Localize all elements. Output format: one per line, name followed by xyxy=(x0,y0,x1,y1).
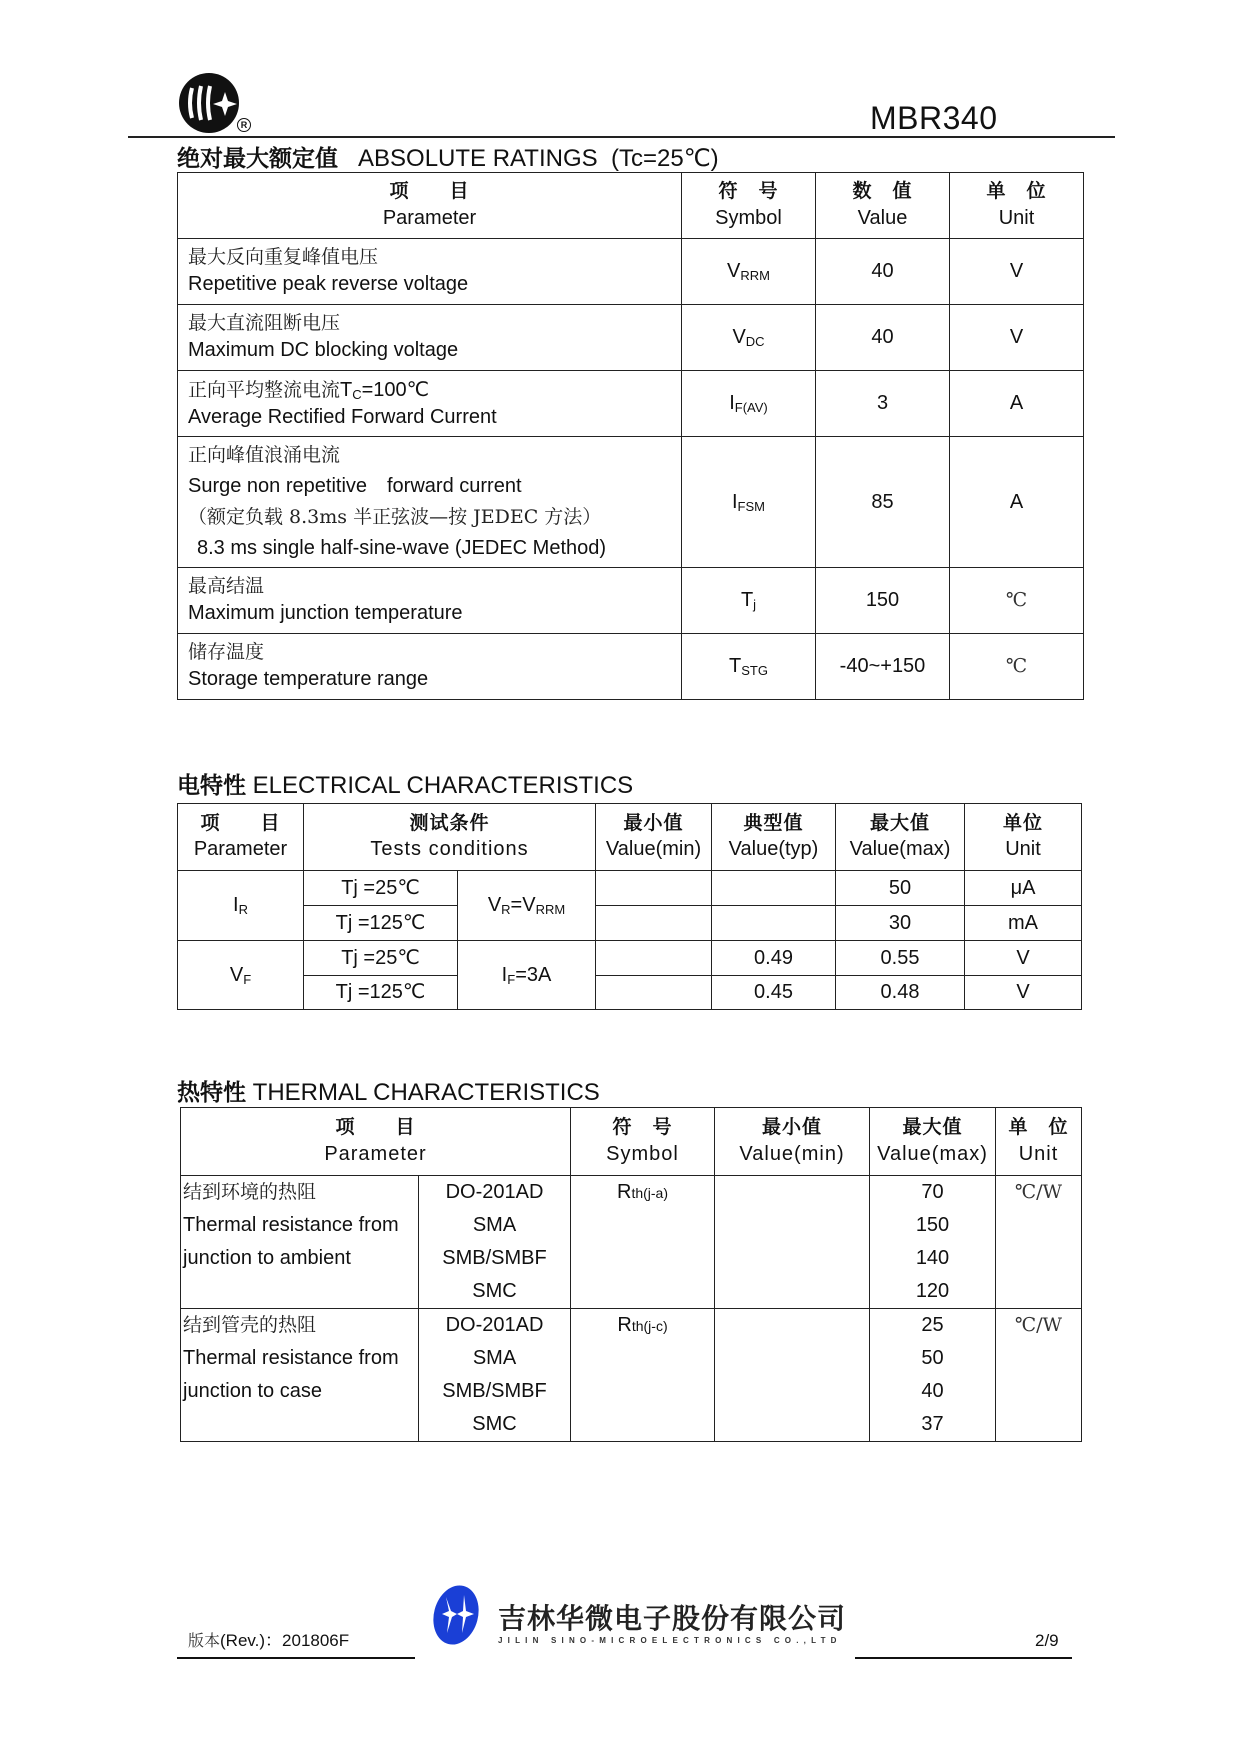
table-row: 正向峰值浪涌电流 Surge non repetitive forward current （额定负载 8.3ms 半正弦波—按 JEDEC 方法） 8.3 ms single half-sine-wave (JEDEC Method) $I_{FSM}$ 85 A xyxy=(178,437,1084,568)
table-header-row: 项 目 Parameter 符 号 Symbol 最小值 Value(min) 最大值 Value(max) 单 位 Unit xyxy=(181,1108,1082,1176)
header-divider xyxy=(128,136,1115,138)
footer-divider-left xyxy=(177,1657,415,1659)
jilin-sino-logo-icon xyxy=(432,1583,480,1647)
registered-mark: R xyxy=(237,118,251,132)
absolute-ratings-table xyxy=(177,172,1084,700)
model-number: MBR340 xyxy=(870,100,998,136)
table-header-row: 项 目 Parameter 测试条件 Tests conditions 最小值 Value(min) 典型值 Value(typ) 最大值 Value(max) 单位 Unit xyxy=(178,804,1082,871)
table-row: 结到环境的热阻 Thermal resistance from junction to ambient DO-201AD SMA SMB/SMBF SMC Rth(j-a) 70 150 140 120 ℃/W xyxy=(181,1176,1082,1309)
thermal-table xyxy=(180,1107,1082,1442)
company-name-en: JILIN SINO-MICROELECTRONICS CO.,LTD xyxy=(498,1636,842,1645)
footer-divider-right xyxy=(855,1657,1072,1659)
table-row: 正向平均整流电流$T_C=100℃$ Average Rectified Forward Current $I_{F(AV)}$ 3 A xyxy=(178,371,1084,437)
table-row: Tj =125℃ 30 mA xyxy=(178,906,1082,941)
page-number: 2/9 xyxy=(1035,1631,1059,1650)
table-row: 最大直流阻断电压 Maximum DC blocking voltage $V_{DC}$ 40 V xyxy=(178,305,1084,371)
table-row: Tj =125℃ 0.45 0.48 V xyxy=(178,976,1082,1010)
table-row: 最高结温 Maximum junction temperature $T_j$ 150 ℃ xyxy=(178,568,1084,634)
table-header-row: 项 目 Parameter 符 号 Symbol 数 值 Value 单 位 Unit xyxy=(178,173,1084,239)
electrical-title: 电特性 ELECTRICAL CHARACTERISTICS xyxy=(177,772,634,799)
table-row: $I_R$ Tj =25℃ $V_R=V_{RRM}$ 50 μA xyxy=(178,871,1082,906)
absolute-ratings-title: 绝对最大额定值 ABSOLUTE RATINGS (Tc=25℃) xyxy=(177,145,719,172)
revision-label: 版本(Rev.)：201806F xyxy=(188,1631,350,1650)
table-row: $V_F$ Tj =25℃ $I_F=3A$ 0.49 0.55 V xyxy=(178,941,1082,976)
table-row: 结到管壳的热阻 Thermal resistance from junction to case DO-201AD SMA SMB/SMBF SMC Rth(j-c) 25 50 40 37 ℃/W xyxy=(181,1309,1082,1442)
jsmc-logo-icon xyxy=(178,72,240,134)
electrical-table xyxy=(177,803,1082,1010)
table-row: 储存温度 Storage temperature range $T_{STG}$ -40~+150 ℃ xyxy=(178,634,1084,700)
company-name-cn: 吉林华微电子股份有限公司 xyxy=(498,1602,847,1635)
table-row: 最大反向重复峰值电压 Repetitive peak reverse voltage $V_{RRM}$ 40 V xyxy=(178,239,1084,305)
thermal-title: 热特性 THERMAL CHARACTERISTICS xyxy=(177,1079,600,1106)
